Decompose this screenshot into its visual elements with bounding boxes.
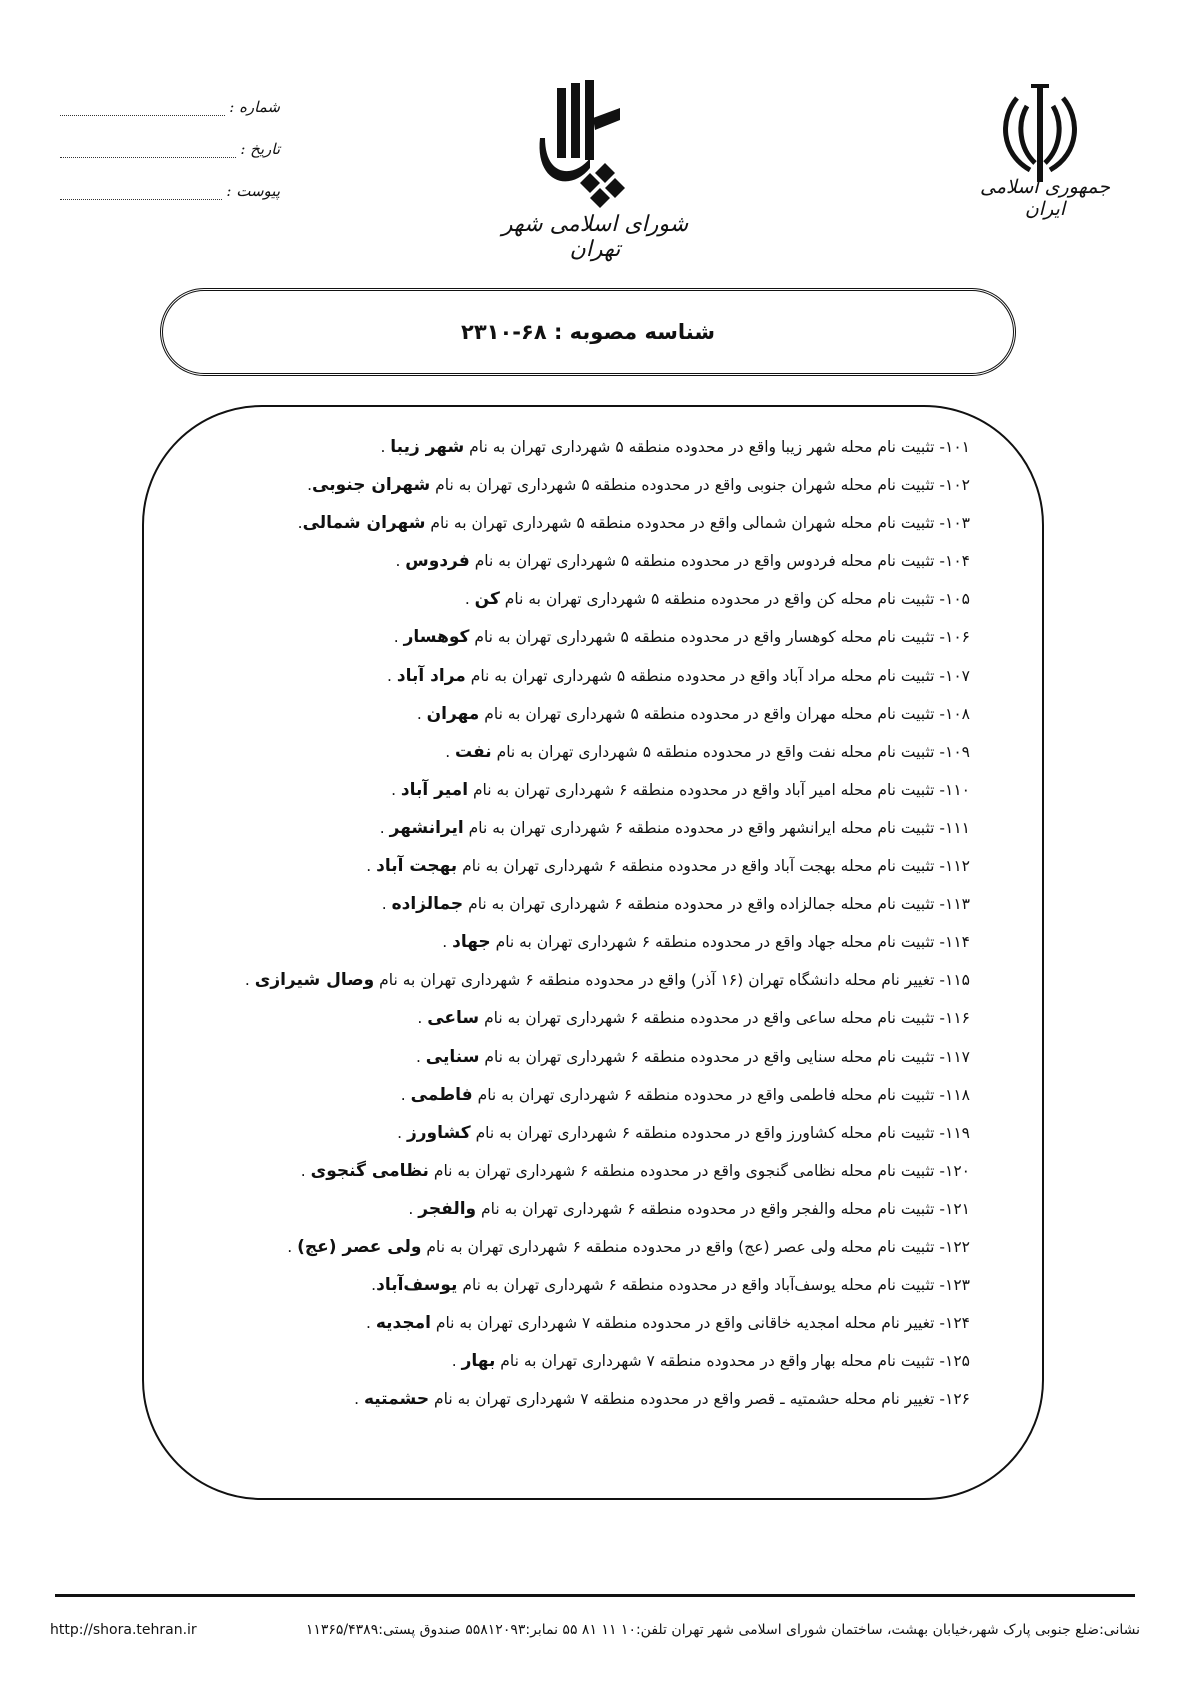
item-num: ۱۰۵ xyxy=(945,590,970,609)
item-name: فاطمی xyxy=(410,1084,473,1105)
item-end: . xyxy=(417,1009,428,1028)
item-name: شهران جنوبی xyxy=(312,475,431,496)
item-num: ۱۲۱ xyxy=(945,1199,970,1218)
item-name: نظامی گنجوی xyxy=(310,1160,429,1181)
item-num: ۱۲۰ xyxy=(945,1161,970,1180)
item-text: تثبیت نام محله مهران واقع در محدوده منطقه ۵ شهرداری تهران به نام xyxy=(479,704,935,723)
item-num: ۱۲۳ xyxy=(945,1276,970,1295)
item-end: . xyxy=(464,590,475,609)
item-num: ۱۲۵ xyxy=(945,1352,970,1371)
resolution-item: ۱۲۴- تغییر نام محله امجدیه خاقانی واقع در محدوده منطقه ۷ شهرداری تهران به نام امجدیه . xyxy=(365,1313,970,1334)
item-end: . xyxy=(381,895,392,914)
item-num: ۱۰۹ xyxy=(945,742,970,761)
number-field[interactable] xyxy=(60,98,280,116)
resolution-item: ۱۱۴- تثبیت نام محله جهاد واقع در محدوده منطقه ۶ شهرداری تهران به نام جهاد . xyxy=(442,932,970,953)
item-text: تثبیت نام محله شهر زیبا واقع در محدوده منطقه ۵ شهرداری تهران به نام xyxy=(464,438,935,456)
resolution-item: ۱۰۶- تثبیت نام محله کوهسار واقع در محدوده منطقه ۵ شهرداری تهران به نام کوهسار . xyxy=(393,627,970,648)
item-end: . xyxy=(397,1123,407,1142)
item-name: ساعی xyxy=(427,1008,480,1029)
item-text: تثبیت نام محله نفت واقع در محدوده منطقه ۵ شهرداری تهران به نام xyxy=(491,742,935,761)
item-end: . xyxy=(408,1199,419,1218)
item-name: جهاد xyxy=(452,932,491,953)
date-label: تاریخ : xyxy=(240,140,280,158)
item-text: تغییر نام محله حشمتیه ـ قصر واقع در محدوده منطقه ۷ شهرداری تهران به نام xyxy=(429,1390,935,1409)
item-end: . xyxy=(379,818,390,837)
council-name: شورای اسلامی شهر تهران xyxy=(501,212,689,262)
item-num: ۱۰۶ xyxy=(945,628,970,647)
republic-label: جمهوری اسلامی ایران xyxy=(980,176,1110,220)
item-name: حشمتیه xyxy=(363,1389,430,1410)
item-name: نفت xyxy=(455,741,492,762)
item-text: تثبیت نام محله کوهسار واقع در محدوده منطقه ۵ شهرداری تهران به نام xyxy=(469,628,935,647)
item-end: . xyxy=(244,971,255,990)
item-num: ۱۰۱ xyxy=(945,438,970,456)
item-num: ۱۱۲ xyxy=(945,857,970,876)
resolution-item: ۱۰۲- تثبیت نام محله شهران جنوبی واقع در محدوده منطقه ۵ شهرداری تهران به نام شهران جنوبی. xyxy=(307,475,970,496)
resolution-id-value: ۶۸-۲۳۱۰ xyxy=(461,320,547,344)
item-end: . xyxy=(307,476,313,495)
item-num: ۱۲۲ xyxy=(945,1237,970,1256)
item-text: تثبیت نام محله بهار واقع در محدوده منطقه ۷ شهرداری تهران به نام xyxy=(495,1352,935,1371)
item-text: تثبیت نام محله فاطمی واقع در محدوده منطقه ۶ شهرداری تهران به نام xyxy=(472,1085,935,1104)
item-name: مراد آباد xyxy=(396,665,466,686)
item-text: تثبیت نام محله ایرانشهر واقع در محدوده منطقه ۶ شهرداری تهران به نام xyxy=(463,818,935,837)
resolution-item: ۱۱۸- تثبیت نام محله فاطمی واقع در محدوده منطقه ۶ شهرداری تهران به نام فاطمی . xyxy=(400,1084,970,1105)
item-name: وصال شیرازی xyxy=(254,970,375,991)
item-text: تثبیت نام محله جمالزاده واقع در محدوده منطقه ۶ شهرداری تهران به نام xyxy=(463,895,935,914)
resolution-item: ۱۰۸- تثبیت نام محله مهران واقع در محدوده منطقه ۵ شهرداری تهران به نام مهران . xyxy=(416,703,970,724)
item-end: . xyxy=(415,1047,426,1066)
item-end: . xyxy=(365,1314,376,1333)
item-name: امجدیه xyxy=(375,1313,431,1334)
item-text: تثبیت نام محله بهجت آباد واقع در محدوده منطقه ۶ شهرداری تهران به نام xyxy=(457,857,935,876)
website-link[interactable]: http://shora.tehran.ir xyxy=(50,1622,197,1638)
attachment-field[interactable] xyxy=(60,182,280,200)
footer xyxy=(50,1622,1140,1638)
item-num: ۱۱۳ xyxy=(945,895,970,914)
item-num: ۱۱۹ xyxy=(945,1123,970,1142)
item-text: تثبیت نام محله نظامی گنجوی واقع در محدوده منطقه ۶ شهرداری تهران به نام xyxy=(428,1161,935,1180)
item-num: ۱۲۶ xyxy=(945,1390,970,1409)
attachment-blank xyxy=(60,187,222,200)
attachment-label: پیوست : xyxy=(226,182,280,200)
item-text: تثبیت نام محله ولی عصر (عج) واقع در محدوده منطقه ۶ شهرداری تهران به نام xyxy=(421,1237,935,1256)
item-text: تثبیت نام محله والفجر واقع در محدوده منطقه ۶ شهرداری تهران به نام xyxy=(476,1199,935,1218)
date-field[interactable] xyxy=(60,140,280,158)
item-name: ولی عصر (عج) xyxy=(297,1236,422,1257)
resolution-item: ۱۱۲- تثبیت نام محله بهجت آباد واقع در محدوده منطقه ۶ شهرداری تهران به نام بهجت آباد . xyxy=(366,856,970,877)
item-num: ۱۱۷ xyxy=(945,1047,970,1066)
resolution-item: ۱۱۹- تثبیت نام محله کشاورز واقع در محدوده منطقه ۶ شهرداری تهران به نام کشاورز . xyxy=(397,1122,970,1143)
number-blank xyxy=(60,103,225,116)
item-end: . xyxy=(287,1237,298,1256)
resolution-item: ۱۱۶- تثبیت نام محله ساعی واقع در محدوده منطقه ۶ شهرداری تهران به نام ساعی . xyxy=(417,1008,970,1029)
resolution-item: ۱۲۲- تثبیت نام محله ولی عصر (عج) واقع در محدوده منطقه ۶ شهرداری تهران به نام ولی عصر (عج) . xyxy=(287,1236,970,1257)
item-end: . xyxy=(391,780,401,799)
resolution-items-list xyxy=(180,428,970,1418)
item-end: . xyxy=(387,666,397,685)
item-text: تثبیت نام محله ساعی واقع در محدوده منطقه ۶ شهرداری تهران به نام xyxy=(479,1009,935,1028)
item-num: ۱۱۰ xyxy=(945,780,970,799)
item-text: تثبیت نام محله شهران شمالی واقع در محدوده منطقه ۵ شهرداری تهران به نام xyxy=(425,514,935,533)
item-name: بهار xyxy=(461,1351,496,1372)
item-num: ۱۱۵ xyxy=(945,971,970,990)
tehran-council-logo xyxy=(535,68,655,218)
item-name: مهران xyxy=(426,703,480,724)
resolution-item: ۱۲۶- تغییر نام محله حشمتیه ـ قصر واقع در محدوده منطقه ۷ شهرداری تهران به نام حشمتیه . xyxy=(354,1389,970,1410)
item-text: تثبیت نام محله شهران جنوبی واقع در محدوده منطقه ۵ شهرداری تهران به نام xyxy=(430,476,935,495)
item-end: . xyxy=(371,1276,377,1295)
item-num: ۱۰۷ xyxy=(945,666,970,685)
item-name: امیر آباد xyxy=(400,779,469,800)
item-end: . xyxy=(366,857,377,876)
resolution-item: ۱۲۵- تثبیت نام محله بهار واقع در محدوده منطقه ۷ شهرداری تهران به نام بهار . xyxy=(451,1351,970,1372)
item-text: تثبیت نام محله جهاد واقع در محدوده منطقه ۶ شهرداری تهران به نام xyxy=(490,933,935,952)
item-end: . xyxy=(354,1390,364,1409)
item-text: تثبیت نام محله سنایی واقع در محدوده منطقه ۶ شهرداری تهران به نام xyxy=(479,1047,935,1066)
item-name: شهران شمالی xyxy=(302,513,426,534)
item-end: . xyxy=(300,1161,311,1180)
resolution-item: ۱۲۱- تثبیت نام محله والفجر واقع در محدوده منطقه ۶ شهرداری تهران به نام والفجر . xyxy=(408,1198,970,1219)
resolution-item: ۱۱۳- تثبیت نام محله جمالزاده واقع در محدوده منطقه ۶ شهرداری تهران به نام جمالزاده . xyxy=(381,894,970,915)
resolution-item: ۱۰۷- تثبیت نام محله مراد آباد واقع در محدوده منطقه ۵ شهرداری تهران به نام مراد آباد . xyxy=(387,665,970,686)
item-name: یوسف‌آباد xyxy=(376,1275,458,1296)
item-text: تثبیت نام محله یوسف‌آباد واقع در محدوده منطقه ۶ شهرداری تهران به نام xyxy=(457,1276,935,1295)
resolution-item: ۱۰۹- تثبیت نام محله نفت واقع در محدوده منطقه ۵ شهرداری تهران به نام نفت . xyxy=(445,741,970,762)
resolution-item: ۱۰۵- تثبیت نام محله کن واقع در محدوده منطقه ۵ شهرداری تهران به نام کن . xyxy=(464,589,970,610)
item-num: ۱۰۲ xyxy=(945,476,970,495)
resolution-id-title xyxy=(461,320,715,344)
item-name: جمالزاده xyxy=(391,894,464,915)
resolution-item: ۱۱۱- تثبیت نام محله ایرانشهر واقع در محدوده منطقه ۶ شهرداری تهران به نام ایرانشهر . xyxy=(379,817,970,838)
item-num: ۱۱۶ xyxy=(945,1009,970,1028)
date-blank xyxy=(60,145,236,158)
item-end: . xyxy=(380,438,391,456)
footer-divider xyxy=(55,1594,1135,1597)
item-end: . xyxy=(442,933,453,952)
footer-address: نشانی:ضلع جنوبی پارک شهر،خیابان بهشت، ساختمان شورای اسلامی شهر تهران تلفن:۱۰ ۱۱ ۸۱ ۵۵ نمابر:۵۵۸۱۲۰۹۳ صندوق پستی:۱۱۳۶۵/۴۳۸۹ xyxy=(305,1622,1140,1638)
resolution-item: ۱۱۵- تغییر نام محله دانشگاه تهران (۱۶ آذر) واقع در محدوده منطقه ۶ شهرداری تهران به نام وصال شیرازی . xyxy=(244,970,970,991)
item-name: ایرانشهر xyxy=(389,817,464,838)
item-end: . xyxy=(445,742,456,761)
resolution-id-box xyxy=(160,288,1016,376)
item-name: کن xyxy=(474,589,500,610)
item-num: ۱۰۸ xyxy=(945,704,970,723)
resolution-item: ۱۰۱- تثبیت نام محله شهر زیبا واقع در محدوده منطقه ۵ شهرداری تهران به نام شهر زیبا . xyxy=(380,437,970,457)
item-num: ۱۲۴ xyxy=(945,1314,970,1333)
item-num: ۱۰۳ xyxy=(945,514,970,533)
item-end: . xyxy=(451,1352,462,1371)
number-label: شماره : xyxy=(229,98,280,116)
item-end: . xyxy=(400,1085,411,1104)
resolution-item: ۱۰۳- تثبیت نام محله شهران شمالی واقع در محدوده منطقه ۵ شهرداری تهران به نام شهران شمالی. xyxy=(297,513,970,534)
item-text: تثبیت نام محله امیر آباد واقع در محدوده منطقه ۶ شهرداری تهران به نام xyxy=(468,780,935,799)
item-num: ۱۱۸ xyxy=(945,1085,970,1104)
item-num: ۱۱۴ xyxy=(945,933,970,952)
item-num: ۱۱۱ xyxy=(945,818,970,837)
resolution-item: ۱۱۷- تثبیت نام محله سنایی واقع در محدوده منطقه ۶ شهرداری تهران به نام سنایی . xyxy=(415,1046,970,1067)
item-text: تثبیت نام محله فردوس واقع در محدوده منطقه ۵ شهرداری تهران به نام xyxy=(469,552,935,571)
item-name: سنایی xyxy=(425,1046,480,1067)
item-name: فردوس xyxy=(405,551,470,572)
resolution-item: ۱۰۴- تثبیت نام محله فردوس واقع در محدوده منطقه ۵ شهرداری تهران به نام فردوس . xyxy=(395,551,970,572)
item-num: ۱۰۴ xyxy=(945,552,970,571)
resolution-id-label: شناسه مصوبه : xyxy=(553,320,715,344)
resolution-item: ۱۲۳- تثبیت نام محله یوسف‌آباد واقع در محدوده منطقه ۶ شهرداری تهران به نام یوسف‌آباد. xyxy=(371,1275,970,1296)
item-text: تغییر نام محله امجدیه خاقانی واقع در محدوده منطقه ۷ شهرداری تهران به نام xyxy=(430,1314,935,1333)
item-name: بهجت آباد xyxy=(376,856,458,877)
resolution-item: ۱۲۰- تثبیت نام محله نظامی گنجوی واقع در محدوده منطقه ۶ شهرداری تهران به نام نظامی گنجوی . xyxy=(300,1160,970,1181)
item-name: شهر زیبا xyxy=(390,437,465,457)
item-end: . xyxy=(297,514,303,533)
item-end: . xyxy=(395,552,406,571)
item-name: والفجر xyxy=(418,1198,477,1219)
item-end: . xyxy=(416,704,427,723)
item-text: تثبیت نام محله کن واقع در محدوده منطقه ۵ شهرداری تهران به نام xyxy=(499,590,935,609)
item-name: کشاورز xyxy=(406,1122,471,1143)
item-text: تثبیت نام محله مراد آباد واقع در محدوده منطقه ۵ شهرداری تهران به نام xyxy=(465,666,935,685)
resolution-item: ۱۱۰- تثبیت نام محله امیر آباد واقع در محدوده منطقه ۶ شهرداری تهران به نام امیر آباد . xyxy=(391,779,970,800)
item-text: تغییر نام محله دانشگاه تهران (۱۶ آذر) واقع در محدوده منطقه ۶ شهرداری تهران به نام xyxy=(374,971,935,990)
iran-emblem-logo xyxy=(995,78,1085,188)
item-name: کوهسار xyxy=(403,627,470,648)
item-text: تثبیت نام محله کشاورز واقع در محدوده منطقه ۶ شهرداری تهران به نام xyxy=(470,1123,935,1142)
item-end: . xyxy=(393,628,404,647)
